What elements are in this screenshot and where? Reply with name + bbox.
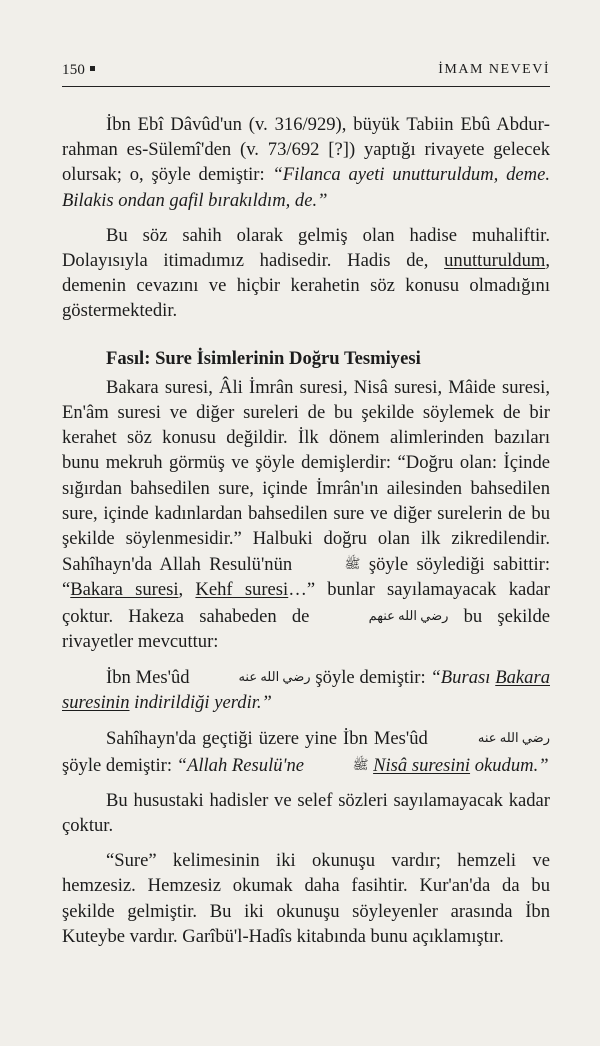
paragraph-4: İbn Mes'ûd رضي الله عنه şöyle demiştir: “Burası Bakara suresinin indirildiği yerdir.” (62, 664, 550, 715)
paragraph-2: Bu söz sahih olarak gelmiş olan hadise muhaliftir. Dolayısıyla itimadımız hadisedir. Hadis de, unutturuldum, demenin cevazını ve hiçbir kerahetin söz konusu olmadığını göstermektedir. (62, 224, 550, 322)
page-body (62, 112, 550, 949)
salawat-icon: ﷺ (352, 756, 369, 772)
radiyallahu-icon: رضي الله عنهم (368, 607, 449, 623)
page-number: 150 (62, 62, 95, 79)
running-title: İMAM NEVEVİ (438, 62, 550, 77)
radiyallahu-icon: رضي الله عنه (238, 669, 311, 685)
page-header (62, 56, 550, 87)
paragraph-1: İbn Ebî Dâvûd'un (v. 316/929), büyük Tabiin Ebû Abdurrahman es-Sülemî'den (v. 73/692 [?]) yaptığı rivayete gelecek olursak; o, şöyle demiştir: “Filanca ayeti unutturuldum, deme. Bilakis ondan gafil bırakıldım, de.” (62, 114, 550, 211)
section-heading: Fasıl: Sure İsimlerinin Doğru Tesmiyesi (106, 347, 421, 369)
paragraph-3: Bakara suresi, Âli İmrân suresi, Nisâ suresi, Mâide suresi, En'âm suresi ve diğer sureleri de bu şekilde söylemek de bir kerahet söz konusu değildir. İlk dönem alimlerinden bazıları bunu mekruh görmüş ve şöyle demişlerdir: “Doğru olan: İçinde sığırdan bahsedilen sure, içinde İmrân'ın ailesinden bahsedilen sure, içinde kadınlardan bahsedilen sure ve diğer surelerin de bu şekilde söylenmesidir.” Halbuki doğru olan ilk zikredilendir. Sahîhayn'da Allah Resulü'nün ﷺ şöyle söylediği sabittir: “Bakara suresi, Kehf suresi…” bunlar sayılamayacak kadar çoktur. Hakeza sahabeden de رضي الله عنهم bu şekilde rivayetler mevcuttur: (62, 376, 551, 652)
paragraph-5: Sahîhayn'da geçtiği üzere yine İbn Mes'ûd رضي الله عنه şöyle demiştir: “Allah Resulü'ne ﷺ Nisâ suresini okudum.” (62, 725, 550, 777)
paragraph-7: “Sure” kelimesinin iki okunuşu vardır; hemzeli ve hemzesiz. Hemzesiz okumak daha fasihtir. Kur'an'da da bu şekilde gelmiştir. Bu iki okunuşu söyleyenler arasında İbn Kuteybe vardır. Garîbü'l-Hadîs kitabında bunu açıklamıştır. (62, 850, 550, 947)
salawat-icon: ﷺ (344, 556, 361, 572)
square-bullet-icon (90, 66, 95, 71)
radiyallahu-icon: رضي الله عنه (477, 730, 550, 746)
paragraph-6: Bu husustaki hadisler ve selef sözleri sayılamayacak kadar çoktur. (62, 789, 550, 837)
